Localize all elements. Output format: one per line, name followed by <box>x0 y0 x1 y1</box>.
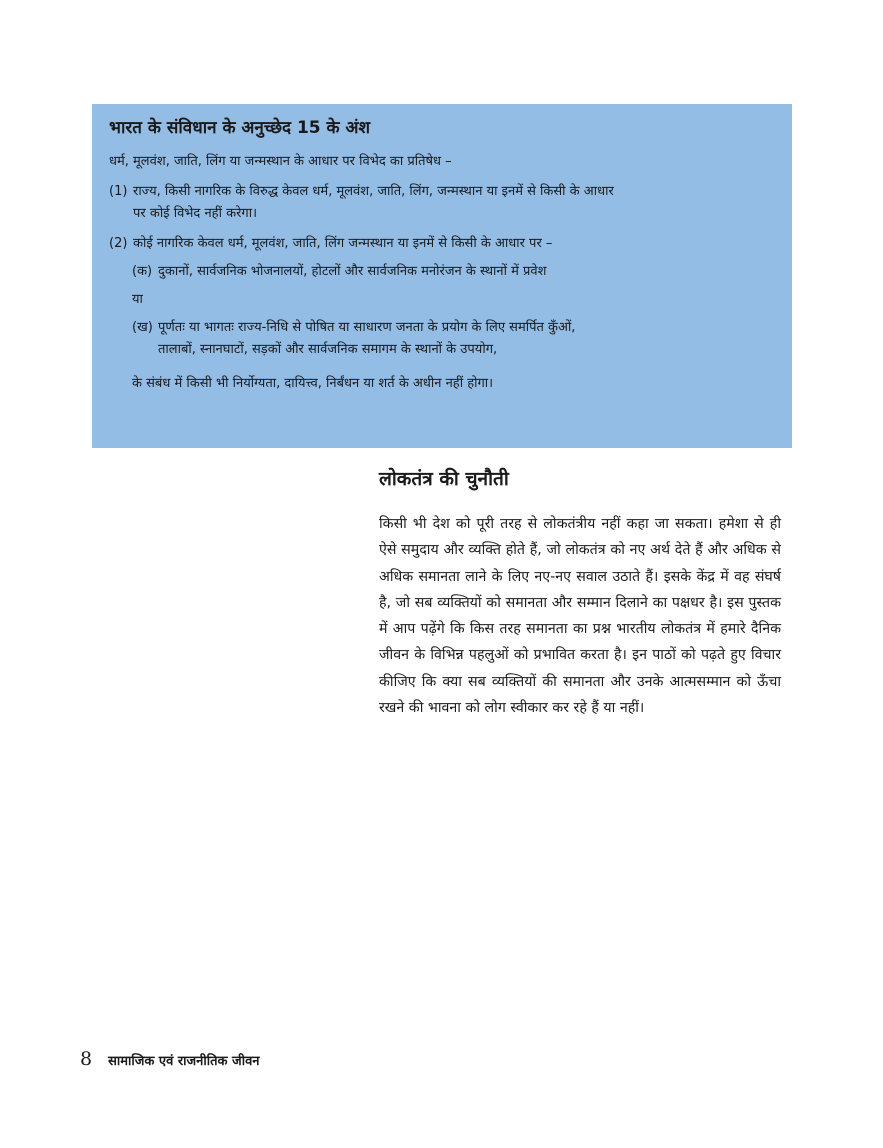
page-number: 8 <box>80 1048 93 1070</box>
clause-2-line-1: कोई नागरिक केवल धर्म, मूलवंश, जाति, लिंग जन्मस्थान या इनमें से किसी के आधार पर – <box>133 236 553 251</box>
article-intro: धर्म, मूलवंश, जाति, लिंग या जन्मस्थान के आधार पर विभेद का प्रतिषेध – <box>109 154 452 169</box>
clause-2 <box>109 233 776 255</box>
sub-clause-b-body <box>158 317 575 361</box>
sub-clause-a-number: (क) <box>132 264 153 279</box>
constitution-article-box <box>92 104 792 448</box>
clause-2-body <box>133 233 776 255</box>
section-paragraph: किसी भी देश को पूरी तरह से लोकतंत्रीय नहीं कहा जा सकता। हमेशा से ही ऐसे समुदाय और व्यक्ति होते हैं, जो लोकतंत्र को नए अर्थ देते हैं और अधिक से अधिक समानता लाने के लिए नए-नए सवाल उठाते हैं। इसके केंद्र में वह संघर्ष है, जो सब व्यक्तियों को समानता और सम्मान दिलाने का पक्षधर है। इस पुस्तक में आप पढ़ेंगे कि किस तरह समानता का प्रश्न भारतीय लोकतंत्र में हमारे दैनिक जीवन के विभिन्न पहलुओं को प्रभावित करता है। इन पाठों को पढ़ते हुए विचार कीजिए कि क्या सब व्यक्तियों की समानता और उनके आत्मसम्मान को ऊँचा रखने की भावना को लोग स्वीकार कर रहे हैं या नहीं। <box>379 516 781 717</box>
sub-clause-b <box>132 317 776 361</box>
sub-clause-or: या <box>132 292 143 307</box>
sub-clause-b-line-2: तालाबों, स्नानघाटों, सड़कों और सार्वजनिक समागम के स्थानों के उपयोग, <box>158 342 498 357</box>
page-footer <box>80 1048 260 1070</box>
section-title: लोकतंत्र की चुनौती <box>379 468 509 490</box>
article-closing: के संबंध में किसी भी निर्योग्यता, दायित्त्व, निर्बंधन या शर्त के अधीन नहीं होगा। <box>132 376 494 391</box>
sub-clause-a-text: दुकानों, सार्वजनिक भोजनालयों, होटलों और सार्वजनिक मनोरंजन के स्थानों में प्रवेश <box>158 264 547 279</box>
clause-1-line-1: राज्य, किसी नागरिक के विरुद्ध केवल धर्म, मूलवंश, जाति, लिंग, जन्मस्थान या इनमें से किसी के आधार <box>133 184 614 199</box>
clause-1 <box>109 181 776 225</box>
sub-clause-a <box>132 261 776 283</box>
clause-2-number: (2) <box>109 236 128 251</box>
clause-1-number: (1) <box>109 184 128 199</box>
clause-1-line-2: पर कोई विभेद नहीं करेगा। <box>133 206 258 221</box>
clause-1-body <box>133 181 776 225</box>
article-box-title: भारत के संविधान के अनुच्छेद 15 के अंश <box>109 118 371 138</box>
sub-clause-b-line-1: पूर्णतः या भागतः राज्य-निधि से पोषित या साधारण जनता के प्रयोग के लिए समर्पित कुँओं, <box>158 320 576 335</box>
book-title: सामाजिक एवं राजनीतिक जीवन <box>108 1054 260 1069</box>
sub-clause-b-number: (ख) <box>132 320 153 335</box>
